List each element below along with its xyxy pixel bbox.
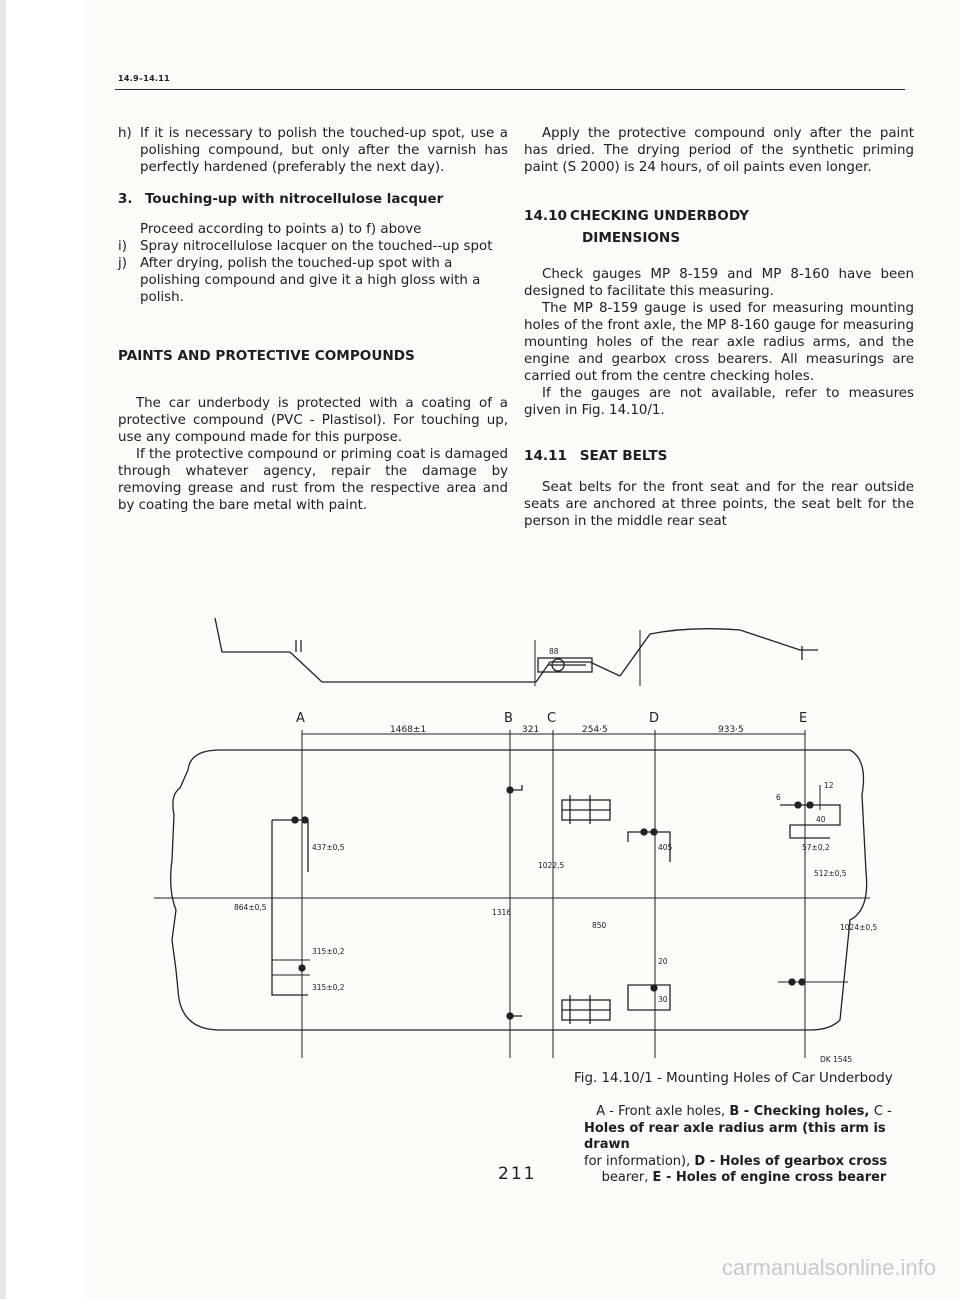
left-column [118, 125, 508, 514]
dimension-label-3: 315±0,2 [312, 947, 345, 956]
section-1410-heading [524, 208, 914, 247]
dimension-label-5: 864±0,5 [234, 903, 267, 912]
section-1411-heading [524, 448, 914, 465]
dimension-label-12: 6 [776, 793, 781, 802]
running-head: 14.9–14.11 [118, 74, 171, 83]
check-paragraph-3: If the gauges are not available, refer to measures given in Fig. 14.10/1. [524, 386, 914, 418]
engine-cross-bearer-holes [778, 785, 848, 985]
underbody-diagram [150, 610, 880, 1080]
dimension-d-e: 933·5 [718, 725, 744, 735]
check-paragraph-2: The MP 8-159 gauge is used for measuring mounting holes of the front axle, the MP 8-160 gauge for measuring mounting holes of the rear axle radius arms, and the engine and gearbox cross bearers. All measurings are carried out from the centre checking holes. [524, 301, 914, 384]
section-1410-number: 14.10 [524, 208, 567, 224]
watermark-text: carmanualsonline.info [721, 1255, 936, 1280]
section-1410-title-line2: DIMENSIONS [582, 230, 681, 246]
paints-paragraph-1: The car underbody is protected with a coating of a protective compound (PVC - Plastisol). For touching up, use any compound made for this purpose. [118, 396, 508, 445]
item-j [118, 255, 508, 306]
legend-c-start: C - [873, 1104, 892, 1119]
item-h-text: If it is necessary to polish the touched-up spot, use a polishing compound, but only after the varnish has perfectly hardened (preferably the next day). [140, 126, 508, 175]
page-number: 211 [498, 1164, 537, 1184]
item-j-text: After drying, polish the touched-up spot with a polishing compound and give it a high gloss with a polish. [140, 256, 481, 305]
seat-belts-paragraph: Seat belts for the front seat and for the rear outside seats are anchored at three points, the seat belt for the person in the middle rear seat [524, 480, 914, 529]
dimension-c-d: 254·5 [582, 725, 608, 735]
point-label-a: A [296, 711, 305, 726]
dimension-label-14: 40 [816, 815, 826, 824]
dimension-label-7: 1022,5 [538, 861, 565, 870]
dimension-label-9: 405 [658, 843, 673, 852]
legend-b: B - Checking holes, [729, 1104, 874, 1119]
legend-e: E - Holes of engine cross bearer [652, 1170, 887, 1186]
figure-legend [584, 1104, 904, 1187]
right-column [524, 125, 914, 530]
dimension-label-2: 437±0,5 [312, 843, 345, 852]
apply-paragraph: Apply the protective compound only after the paint has dried. The drying period of the synthetic priming paint (S 2000) is 24 hours, of oil paints even longer. [524, 126, 914, 175]
check-paragraph-1: Check gauges MP 8-159 and MP 8-160 have been designed to facilitate this measuring. [524, 267, 914, 299]
section-1411-title: SEAT BELTS [579, 448, 668, 464]
legend-a: A - Front axle holes, [596, 1104, 730, 1119]
legend-line-4-start: bearer, [601, 1170, 653, 1186]
rear-axle-radius-arm-holes [562, 795, 610, 1024]
proceed-text: Proceed according to points a) to f) above [140, 222, 422, 237]
dimension-label-13: 12 [824, 781, 834, 790]
point-label-b: B [504, 711, 513, 726]
scan-margin [0, 0, 86, 1299]
item-i-text: Spray nitrocellulose lacquer on the touched--up spot [140, 239, 493, 254]
dimension-label-10: 20 [658, 957, 668, 966]
figure-caption: Fig. 14.10/1 - Mounting Holes of Car Underbody [574, 1071, 893, 1086]
section-1411-number: 14.11 [524, 448, 567, 464]
paints-heading: PAINTS AND PROTECTIVE COMPOUNDS [118, 348, 415, 364]
front-axle-holes [272, 817, 310, 995]
checking-holes [507, 785, 522, 1019]
item-h [118, 125, 508, 176]
section-1410-title-line1: CHECKING UNDERBODY [570, 208, 749, 224]
item-i [118, 238, 508, 255]
legend-d: D - Holes of gearbox cross [694, 1153, 888, 1169]
dimension-label-6: 1316 [492, 908, 512, 917]
dimension-label-11: 30 [658, 995, 668, 1004]
item-i-label: i) [118, 239, 127, 254]
dimension-label-15: 57±0,2 [802, 843, 830, 852]
paints-paragraph-2: If the protective compound or priming coat is damaged through whatever agency, repair the damage by removing grease and rust from the respective area and by coating the bare metal with paint. [118, 447, 508, 513]
reference-lines [302, 730, 805, 1058]
dimension-label-8: 850 [592, 921, 607, 930]
dimension-label-4: 315±0,2 [312, 983, 345, 992]
point-label-c: C [547, 711, 557, 726]
underbody-outline [171, 750, 867, 1030]
item-j-label: j) [118, 256, 127, 271]
dimension-label-1: 88 [549, 647, 559, 656]
legend-line-4 [584, 1170, 904, 1187]
header-rule [115, 89, 905, 90]
legend-line-3-start: for information), [584, 1153, 695, 1169]
item-h-label: h) [118, 126, 132, 141]
legend-line-2: Holes of rear axle radius arm (this arm is drawn [584, 1120, 886, 1153]
legend-line-1 [584, 1104, 904, 1121]
point-label-e: E [799, 711, 808, 726]
section-3-number: 3. [118, 192, 133, 207]
figure-ref-code: DK 1545 [820, 1055, 853, 1064]
dimension-b-c: 321 [522, 725, 540, 735]
side-profile [215, 618, 818, 686]
legend-line-3 [584, 1154, 904, 1171]
dimension-label-17: 1024±0,5 [840, 923, 878, 932]
gearbox-cross-bearer-holes [628, 829, 670, 1010]
dimension-a-b: 1468±1 [390, 725, 427, 735]
section-3-heading [118, 191, 508, 208]
dimension-label-16: 512±0,5 [814, 869, 847, 878]
point-label-d: D [649, 711, 660, 726]
section-3-title: Touching-up with nitrocellulose lacquer [145, 192, 444, 207]
